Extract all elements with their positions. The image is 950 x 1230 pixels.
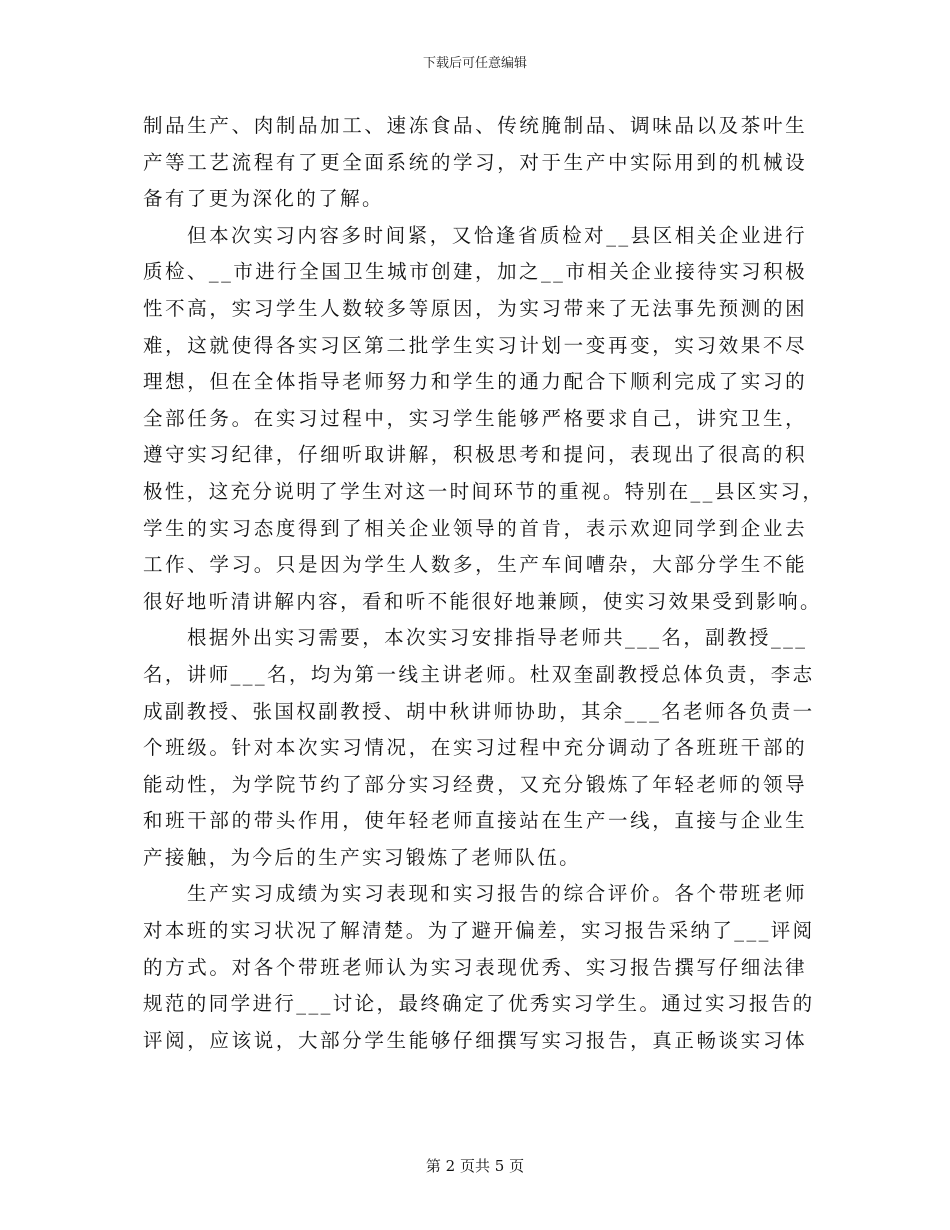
paragraph xyxy=(143,108,807,218)
text-line: 极性，这充分说明了学生对这一时间环节的重视。特别在__县区实习， xyxy=(143,479,825,503)
text-line: 理想，但在全体指导老师努力和学生的通力配合下顺利完成了实习的 xyxy=(143,370,807,394)
text-line: 制品生产、肉制品加工、速冻食品、传统腌制品、调味品以及茶叶生 xyxy=(143,114,807,137)
text-line: 难，这就使得各实习区第二批学生实习计划一变再变，实习效果不尽 xyxy=(143,333,807,357)
text-line: 根据外出实习需要，本次实习安排指导老师共___名，副教授___ xyxy=(187,626,808,650)
paragraph xyxy=(143,620,815,876)
text-line: 生产实习成绩为实习表现和实习报告的综合评价。各个带班老师 xyxy=(187,882,807,906)
text-line: 名，讲师___名，均为第一线主讲老师。杜双奎副教授总体负责，李志 xyxy=(143,662,815,686)
text-line: 学生的实习态度得到了相关企业领导的首肯，表示欢迎同学到企业去 xyxy=(143,516,807,540)
text-line: 评阅，应该说，大部分学生能够仔细撰写实习报告，真正畅谈实习体 xyxy=(143,1028,807,1052)
text-line: 个班级。针对本次实习情况，在实习过程中充分调动了各班班干部的 xyxy=(143,736,807,760)
text-line: 的方式。对各个带班老师认为实习表现优秀、实习报告撰写仔细法律 xyxy=(143,955,807,979)
paragraph xyxy=(143,876,815,1059)
text-line: 性不高，实习学生人数较多等原因，为实习带来了无法事先预测的困 xyxy=(143,296,807,320)
document-body xyxy=(143,108,825,1059)
text-line: 对本班的实习状况了解清楚。为了避开偏差，实习报告采纳了___评阅 xyxy=(143,919,815,943)
text-line: 但本次实习内容多时间紧，又恰逢省质检对__县区相关企业进行 xyxy=(187,223,807,247)
text-line: 产等工艺流程有了更全面系统的学习，对于生产中实际用到的机械设 xyxy=(143,150,807,174)
text-line: 产接触，为今后的生产实习锻炼了老师队伍。 xyxy=(143,845,582,869)
text-line: 备有了更为深化的了解。 xyxy=(143,187,384,211)
text-line: 工作、学习。只是因为学生人数多，生产车间嘈杂，大部分学生不能 xyxy=(143,553,807,577)
text-line: 很好地听清讲解内容，看和听不能很好地兼顾，使实习效果受到影响。 xyxy=(143,589,822,613)
text-line: 规范的同学进行___讨论，最终确定了优秀实习学生。通过实习报告的 xyxy=(143,992,815,1016)
text-line: 成副教授、张国权副教授、胡中秋讲师协助，其余___名老师各负责一 xyxy=(143,699,815,723)
text-line: 遵守实习纪律，仔细听取讲解，积极思考和提问，表现出了很高的积 xyxy=(143,443,807,467)
text-line: 和班干部的带头作用，使年轻老师直接站在生产一线，直接与企业生 xyxy=(143,809,807,833)
text-line: 能动性，为学院节约了部分实习经费，又充分锻炼了年轻老师的领导 xyxy=(143,772,807,796)
paragraph xyxy=(143,218,825,621)
page-header: 下载后可任意编辑 xyxy=(422,56,527,71)
page-number: 第 2 页共 5 页 xyxy=(425,1157,525,1175)
text-line: 全部任务。在实习过程中，实习学生能够严格要求自己，讲究卫生， xyxy=(143,406,807,430)
text-line: 质检、__市进行全国卫生城市创建，加之__市相关企业接待实习积极 xyxy=(143,260,807,284)
